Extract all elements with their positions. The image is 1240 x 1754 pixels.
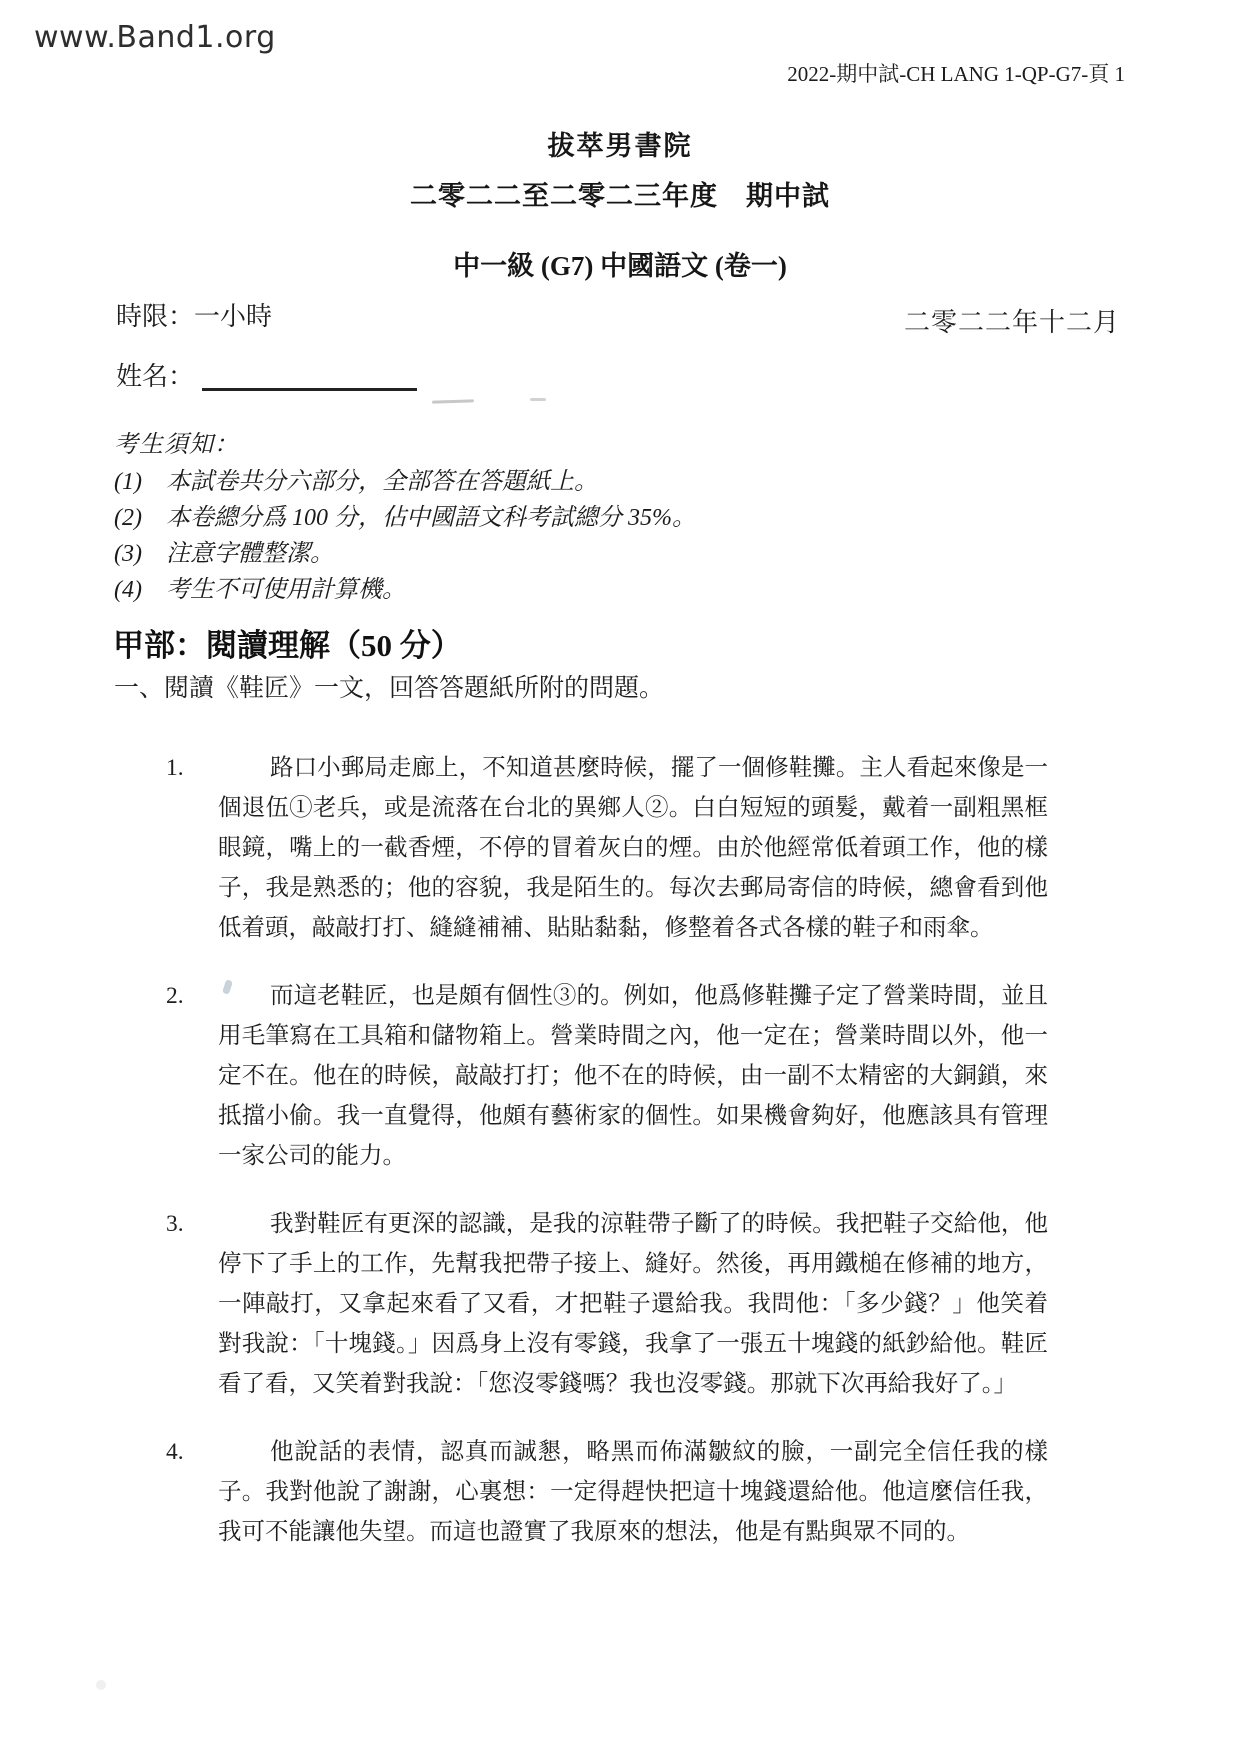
name-blank-line [202,388,417,391]
scan-artifact [530,398,546,401]
paragraph-number: 1. [166,755,184,781]
paragraph-number: 3. [166,1211,184,1237]
paragraph-text: 而這老鞋匠，也是頗有個性③的。例如，他爲修鞋攤子定了營業時間，並且用毛筆寫在工具箱和儲物箱上。營業時間之內，他一定在；營業時間以外，他一定不在。他在的時候，敲敲打打；他不在的時候，由一副不太精密的大銅鎖，來抵擋小偷。我一直覺得，他頗有藝術家的個性。如果機會夠好，他應該具有管理一家公司的能力。 [218,983,1048,1169]
notice-item [114,536,696,572]
reading-instruction: 一、閱讀《鞋匠》一文，回答答題紙所附的問題。 [114,675,665,702]
section-a-heading: 甲部：閱讀理解（50 分） [113,628,462,663]
notice-number: (2) [114,505,142,531]
paragraph-text: 我對鞋匠有更深的認識，是我的涼鞋帶子斷了的時候。我把鞋子交給他，他停下了手上的工作，先幫我把帶子接上、縫好。然後，再用鐵槌在修補的地方，一陣敲打，又拿起來看了又看，才把鞋子還給我。我問他：「多少錢？」他笑着對我說：「十塊錢。」因爲身上沒有零錢，我拿了一張五十塊錢的紙鈔給他。鞋匠看了看，又笑着對我說：「您沒零錢嗎？我也沒零錢。那就下次再給我好了。」 [218,1211,1048,1397]
watermark: www.Band1.org [34,20,276,55]
exam-year-title: 二零二二至二零二三年度 期中試 [410,181,830,211]
passage-paragraph-4 [166,1432,1056,1552]
meta-row [116,296,1120,337]
notice-item [114,572,696,608]
scan-artifact [432,399,474,403]
notice-item [114,464,696,500]
name-label: 姓名： [116,362,195,391]
exam-date: 二零二二年十二月 [903,308,1120,337]
notice-text: 注意字體整潔。 [166,541,334,567]
subject-title: 中一級 (G7) 中國語文 (卷一) [453,251,787,281]
doc-code: 2022-期中試-CH LANG 1-QP-G7-頁 1 [787,62,1125,86]
paragraph-text: 他說話的表情，認真而誠懇，略黑而佈滿皺紋的臉，一副完全信任我的樣子。我對他說了謝謝，心裏想：一定得趕快把這十塊錢還給他。他這麼信任我，我可不能讓他失望。而這也證實了我原來的想法，他是有點與眾不同的。 [218,1439,1048,1545]
name-row [116,356,417,393]
passage-paragraph-1 [166,748,1056,948]
notice-item [114,500,696,536]
notices-heading: 考生須知： [114,432,239,458]
notice-text: 考生不可使用計算機。 [166,577,406,603]
time-limit-label: 時限：一小時 [116,302,273,331]
notice-number: (3) [114,541,142,567]
scan-artifact [96,1680,106,1690]
notice-text: 本卷總分爲 100 分，佔中國語文科考試總分 35%。 [166,505,696,531]
notice-text: 本試卷共分六部分，全部答在答題紙上。 [166,469,598,495]
reading-passage [166,748,1056,1580]
passage-paragraph-2 [166,976,1056,1176]
passage-paragraph-3 [166,1204,1056,1404]
school-name: 拔萃男書院 [547,131,693,161]
notice-number: (4) [114,577,142,603]
candidate-notices [114,426,696,608]
notice-number: (1) [114,469,142,495]
paragraph-number: 4. [166,1439,184,1465]
paragraph-text: 路口小郵局走廊上，不知道甚麼時候，擺了一個修鞋攤。主人看起來像是一個退伍①老兵，或是流落在台北的異鄉人②。白白短短的頭髮，戴着一副粗黑框眼鏡，嘴上的一截香煙，不停的冒着灰白的煙。由於他經常低着頭工作，他的樣子，我是熟悉的；他的容貌，我是陌生的。每次去郵局寄信的時候，總會看到他低着頭，敲敲打打、縫縫補補、貼貼黏黏，修整着各式各樣的鞋子和雨傘。 [218,755,1048,941]
paragraph-number: 2. [166,983,184,1009]
